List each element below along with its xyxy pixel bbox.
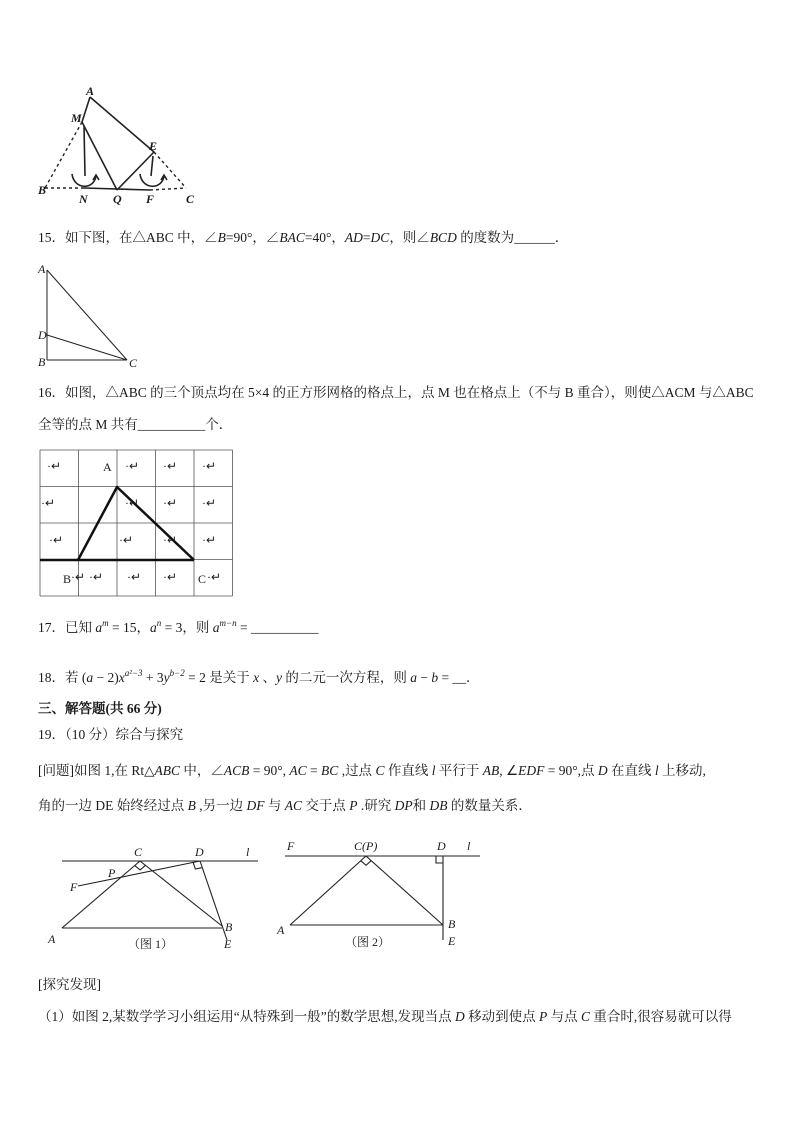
explore-heading: [探究发现] [38, 977, 101, 992]
label-C: C [186, 192, 195, 206]
q15-text: =90°，∠ [225, 230, 280, 245]
label-A: A [38, 262, 46, 276]
q17-exponent: m−n [219, 618, 237, 628]
q17-answer-blank: __________ [250, 620, 319, 635]
q17-text: = [236, 620, 251, 635]
label-C: C [198, 572, 207, 586]
label-M: M [71, 111, 82, 125]
q15-text: = [362, 230, 371, 245]
q19-math-var: EDF [518, 763, 545, 778]
q17-math-var: a [95, 620, 103, 635]
q19-text: [问题]如图 1,在 Rt△ [38, 763, 155, 778]
q18-math: = [438, 670, 453, 685]
q19-text: 交于点 [302, 798, 350, 813]
grid-cell-mark: ·↵ [41, 496, 56, 510]
q15-answer-blank: ______ [514, 230, 555, 245]
q15-math-var: DC [370, 230, 390, 245]
q19-text: = 90°, [249, 763, 290, 778]
q19-text: = [306, 763, 322, 778]
q15-math-var: BCD [429, 230, 457, 245]
q18-text: 是关于 [205, 670, 254, 685]
q18-math: − 2) [93, 670, 119, 685]
q17-text: 17．已知 [38, 620, 96, 635]
q16-text: 16．如图，△ABC 的三个顶点均在 5×4 的正方形网格的格点上，点 M 也在格点上（不与 B 重合），则使△ACM 与△ABC [38, 385, 754, 400]
grid-cell-mark: ·↵ [202, 496, 217, 510]
label-B: B [38, 355, 46, 369]
question-17 [38, 619, 318, 637]
q15-math-var: BAC [279, 230, 305, 245]
q19-text: , ∠ [499, 763, 519, 778]
grid-cell-mark: ·↵ [207, 570, 222, 584]
q19-text: 的数量关系． [447, 798, 532, 813]
q17-text: = 3，则 [161, 620, 213, 635]
q18-math: + 3 [142, 670, 164, 685]
folded-triangle-figure [30, 84, 200, 209]
question-19-problem-cont [38, 797, 532, 815]
grid-cell-mark: ·↵ [89, 570, 104, 584]
figure-2 [272, 832, 484, 954]
question-18 [38, 669, 479, 687]
grid-cell-mark: ·↵ [125, 496, 140, 510]
label-C: C [129, 356, 138, 370]
question-16 [38, 384, 754, 402]
q15-math-var: AD [344, 230, 363, 245]
label-D: D [38, 328, 47, 342]
q17-math-var: a [212, 620, 220, 635]
label-C: C [134, 845, 143, 859]
q17-text: = 15， [108, 620, 150, 635]
q19-math-var: BC [321, 763, 339, 778]
q18-math-var: x [253, 670, 260, 685]
figure-2-caption: （图 2） [345, 935, 391, 949]
grid-cell-mark: ·↵ [202, 533, 217, 547]
label-D: D [437, 839, 446, 853]
q19-math-var: C [375, 763, 385, 778]
q19-math-var: AB [482, 763, 500, 778]
label-B: B [63, 572, 72, 586]
explore-text: 移动到使点 [464, 1009, 539, 1024]
grid-cell-mark: ·↵ [49, 533, 64, 547]
label-D: D [195, 845, 204, 859]
q18-math-var: a [86, 670, 94, 685]
question-16-cont [38, 416, 232, 434]
figure-1-caption: （图 1） [128, 937, 174, 951]
q18-text: 、 [259, 670, 276, 685]
q18-math-var: b [431, 670, 439, 685]
label-P: P [108, 866, 116, 880]
q18-answer-blank: __ [452, 670, 466, 685]
q16-answer-blank: __________ [137, 417, 206, 432]
q15-text: ． [554, 230, 569, 245]
q15-text: 15．如下图，在△ABC 中，∠ [38, 230, 218, 245]
label-E: E [149, 139, 158, 153]
label-C-P: C(P) [354, 839, 378, 853]
q19-text: 与 [264, 798, 285, 813]
q16-text: 全等的点 M 共有 [38, 417, 138, 432]
q19-text: ,另一边 [195, 798, 247, 813]
q18-math-var: a [410, 670, 417, 685]
label-B: B [225, 920, 233, 934]
grid-cell-mark: ·↵ [47, 459, 62, 473]
grid-cell-mark: ·↵ [163, 570, 178, 584]
q19-text: ,过点 [338, 763, 376, 778]
q19-text: 和 [412, 798, 430, 813]
right-triangle-figure [34, 262, 138, 370]
q15-text: ，则∠ [389, 230, 430, 245]
explore-text: 与点 [547, 1009, 581, 1024]
q17-exponent: m [102, 618, 109, 628]
q19-math-var: B [187, 798, 196, 813]
label-E: E [448, 934, 456, 948]
q16-text: 个． [205, 417, 233, 432]
grid-cell-mark: ·↵ [163, 459, 178, 473]
grid-cell-mark: ·↵ [163, 533, 178, 547]
label-F: F [146, 192, 155, 206]
label-A: A [48, 932, 56, 946]
label-A: A [86, 84, 95, 98]
label-F: F [70, 880, 78, 894]
q15-text: 的度数为 [456, 230, 515, 245]
section-heading: 三、解答题(共 66 分) [38, 701, 162, 716]
explore-math-var: P [538, 1009, 548, 1024]
question-19-problem [38, 762, 706, 780]
q19-math-var: DB [429, 798, 448, 813]
explore-math-var: C [580, 1009, 590, 1024]
q19-text: 中，∠ [180, 763, 224, 778]
label-F: F [287, 839, 295, 853]
label-B: B [448, 917, 456, 931]
grid-cell-mark: ·↵ [71, 570, 86, 584]
q19-math-var: P [349, 798, 358, 813]
grid-figure [36, 446, 240, 600]
label-A: A [277, 923, 285, 937]
explore-part-1 [38, 1008, 732, 1026]
figure-1 [44, 836, 264, 958]
grid-cell-mark: ·↵ [163, 496, 178, 510]
q19-math-var: ABC [154, 763, 181, 778]
q18-text: 18．若 [38, 670, 82, 685]
q17-exponent: n [156, 618, 162, 628]
label-l: l [246, 845, 250, 859]
q18-math: = 2 [184, 670, 206, 685]
q18-text: ． [465, 670, 480, 685]
q19-math-var: AC [289, 763, 307, 778]
q18-exponent: a²−3 [124, 668, 143, 678]
label-E: E [224, 937, 232, 951]
q19-math-var: ACB [223, 763, 250, 778]
q19-math-var: DF [246, 798, 265, 813]
grid-cell-mark: ·↵ [127, 570, 142, 584]
q19-math-var: D [597, 763, 608, 778]
q15-text: =40°， [304, 230, 345, 245]
q19-math-var: AC [284, 798, 303, 813]
label-N: N [79, 192, 88, 206]
q18-exponent: b−2 [169, 668, 185, 678]
q18-math-var: x [118, 670, 125, 685]
grid-cell-mark: ·↵ [125, 459, 140, 473]
label-B: B [38, 183, 47, 197]
q19-text: 在直线 [607, 763, 655, 778]
q19-text: = 90°,点 [544, 763, 598, 778]
q18-math-var: y [275, 670, 282, 685]
q18-math: ( [81, 670, 87, 685]
question-19-header: 19．（10 分）综合与探究 [38, 727, 184, 742]
q19-text: 平行于 [435, 763, 483, 778]
q18-text: 的二元一次方程，则 [281, 670, 411, 685]
q15-math-var: B [217, 230, 226, 245]
explore-text: （1）如图 2,某数学学习小组运用“从特殊到一般”的数学思想,发现当点 [38, 1009, 455, 1024]
q19-math-var: l [654, 763, 659, 778]
q18-math: − [416, 670, 432, 685]
q19-math-var: DP [394, 798, 413, 813]
label-A: A [103, 460, 112, 474]
q19-math-var: l [431, 763, 436, 778]
q17-math-var: a [150, 620, 157, 635]
q19-text: 作直线 [384, 763, 432, 778]
explore-text: 重合时,很容易就可以得 [590, 1009, 732, 1024]
q19-text: 上移动, [658, 763, 706, 778]
grid-cell-mark: ·↵ [119, 533, 134, 547]
q19-text: .研究 [357, 798, 395, 813]
q18-math-var: y [163, 670, 170, 685]
explore-math-var: D [454, 1009, 465, 1024]
grid-cell-mark: ·↵ [202, 459, 217, 473]
q19-text: 角的一边 DE 始终经过点 [38, 798, 188, 813]
question-15 [38, 229, 568, 247]
label-l: l [467, 839, 471, 853]
label-Q: Q [113, 192, 122, 206]
